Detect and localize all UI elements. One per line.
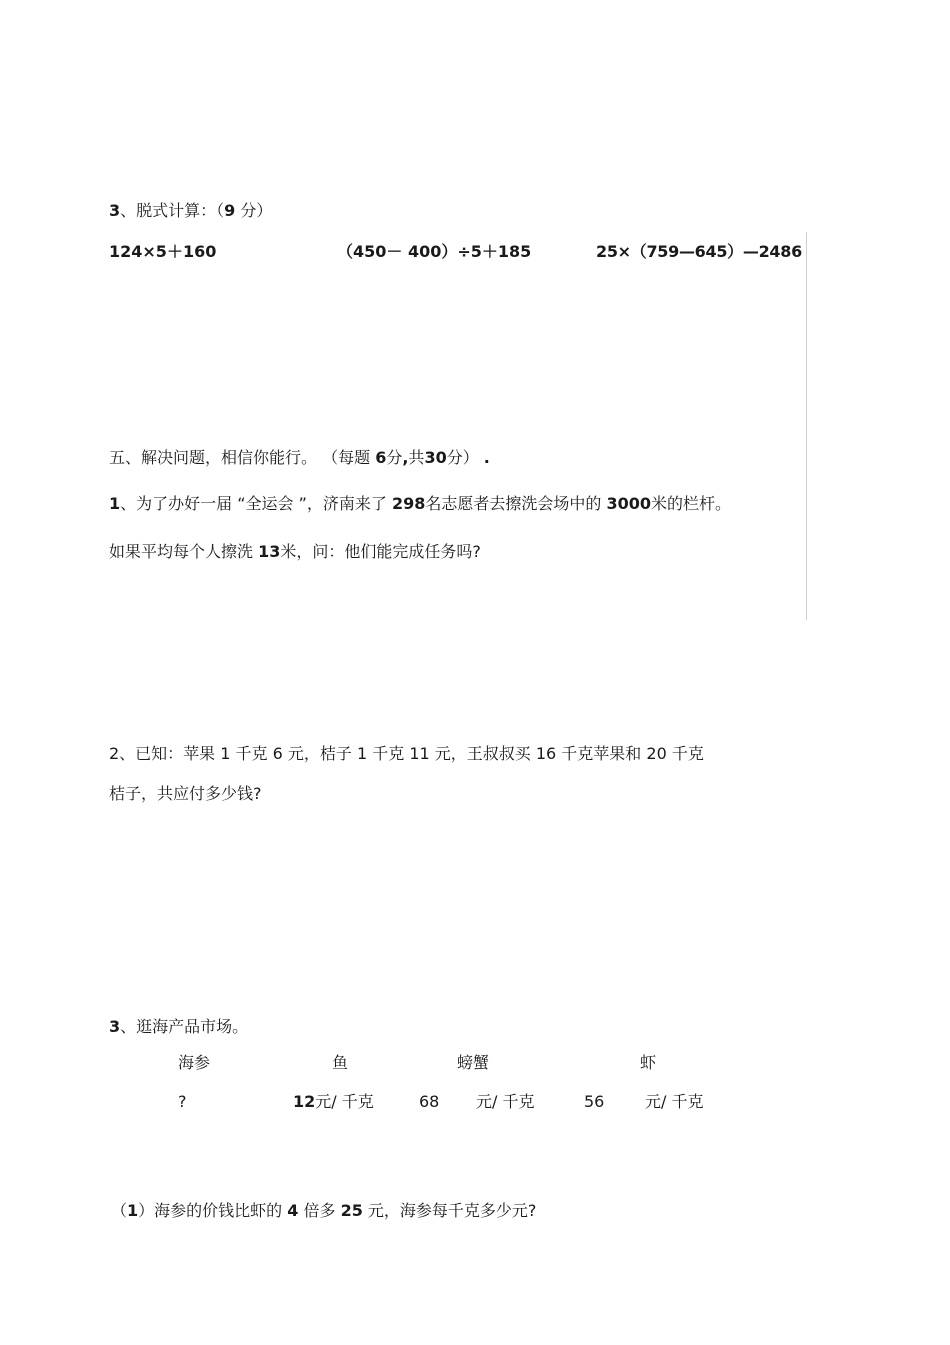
expression-2: （450－ 400）÷5＋185 — [337, 242, 532, 261]
section-5-header-comma: , — [402, 448, 409, 467]
sub-1-open-paren: （ — [111, 1201, 128, 1220]
question-3-sub-1 — [111, 1203, 536, 1219]
sub-1-text-c: ）海参的价钱比虾的 — [138, 1201, 288, 1220]
question-1-text-a: 、为了办好一届 “全运会 ”，济南来了 — [120, 494, 392, 513]
section-3-number: 3 — [109, 201, 121, 220]
question-1-line-2-text-c: 米，问：他们能完成任务吗? — [280, 542, 481, 561]
question-3-title-text: 、逛海产品市场。 — [120, 1017, 249, 1036]
section-5-header-period: . — [483, 448, 490, 467]
section-5-header-end: 分） — [446, 448, 484, 467]
product-fish: 鱼 — [332, 1053, 349, 1072]
section-5-total-score: 30 — [424, 448, 447, 467]
question-1-line-2 — [109, 544, 481, 560]
expression-3: 25×（759—645）—2486 — [596, 242, 802, 261]
price-fish — [293, 1094, 374, 1110]
price-sea-cucumber: ? — [178, 1092, 187, 1111]
section-5-header-unit: 分 — [386, 448, 403, 467]
section-3-title — [109, 203, 272, 219]
section-3-score: 9 — [224, 201, 236, 220]
sub-1-multiple: 4 — [287, 1201, 299, 1220]
margin-divider-line — [806, 232, 807, 620]
price-fish-unit: 元/ 千克 — [315, 1092, 374, 1111]
question-2-line-1: 2、已知：苹果 1 千克 6 元，桔子 1 千克 11 元，王叔叔买 16 千克苹果和 20 千克 — [109, 744, 704, 763]
question-1-line-1 — [109, 496, 731, 512]
question-1-text-e: 米的栏杆。 — [651, 494, 732, 513]
question-1-volunteer-count: 298 — [391, 494, 426, 513]
sub-1-text-e: 倍多 — [298, 1201, 341, 1220]
product-sea-cucumber: 海参 — [178, 1053, 211, 1072]
question-1-rail-length: 3000 — [606, 494, 652, 513]
sub-1-number: 1 — [127, 1201, 139, 1220]
question-1-line-2-text-a: 如果平均每个人擦洗 — [109, 542, 259, 561]
question-1-number: 1 — [109, 494, 121, 513]
sub-1-text-g: 元，海参每千克多少元? — [362, 1201, 537, 1220]
section-5-header — [109, 450, 490, 466]
section-3-title-text: 、脱式计算：（ — [120, 201, 225, 220]
price-shrimp-value: 56 — [584, 1092, 605, 1111]
section-5-per-question-score: 6 — [375, 448, 387, 467]
section-3-title-end: 分） — [235, 201, 273, 220]
question-1-text-c: 名志愿者去擦洗会场中的 — [425, 494, 607, 513]
sub-1-extra-amount: 25 — [340, 1201, 363, 1220]
section-5-header-text: 五、解决问题，相信你能行。 （每题 — [109, 448, 376, 467]
price-crab-unit: 元/ 千克 — [476, 1092, 535, 1111]
question-3-title — [109, 1019, 248, 1035]
question-1-meters-each: 13 — [258, 542, 281, 561]
question-3-number: 3 — [109, 1017, 121, 1036]
section-5-header-total-label: 共 — [408, 448, 425, 467]
product-crab: 螃蟹 — [457, 1053, 490, 1072]
price-crab-value: 68 — [419, 1092, 440, 1111]
question-2-line-2: 桔子，共应付多少钱? — [109, 784, 262, 803]
product-shrimp: 虾 — [640, 1053, 657, 1072]
price-shrimp-unit: 元/ 千克 — [645, 1092, 704, 1111]
expression-1: 124×5＋160 — [109, 242, 217, 261]
price-fish-value: 12 — [293, 1092, 316, 1111]
